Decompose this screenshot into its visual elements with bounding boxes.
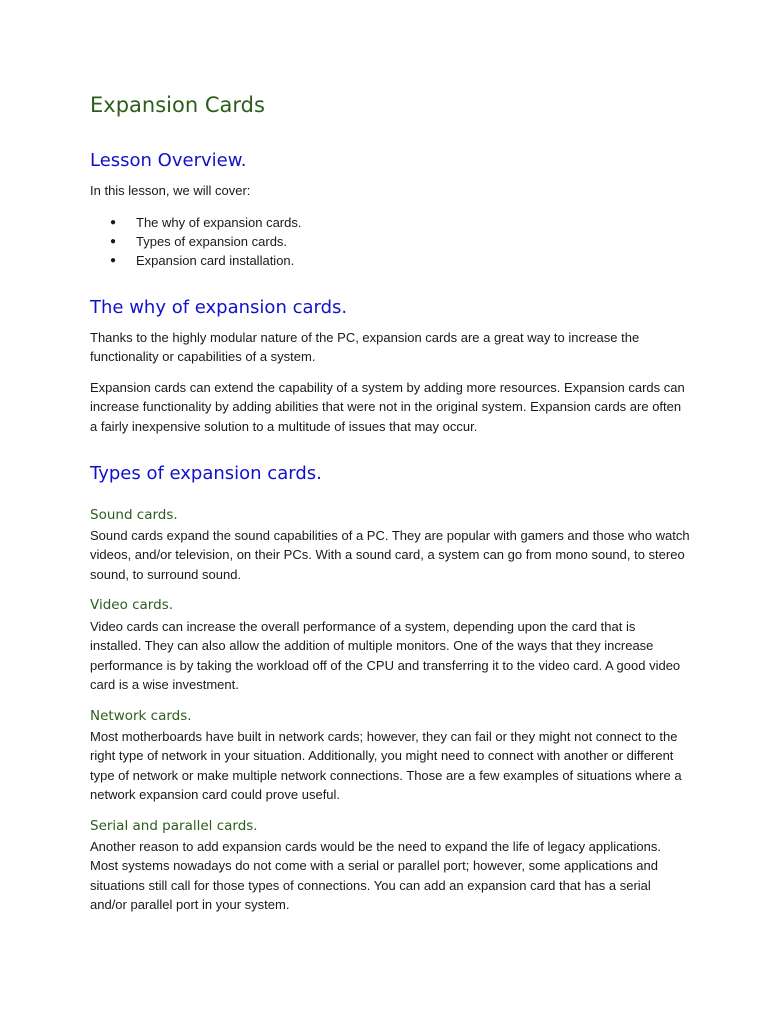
serial-parallel-cards-text: Another reason to add expansion cards would be the need to expand the life of legacy applications. Most systems nowadays do not come with a serial or parallel port; however, some applications and situations still call for those types of connections. You can add an expansion card that has a serial and/or parallel port in your system. <box>90 839 661 912</box>
types-heading: Types of expansion cards. <box>90 463 322 484</box>
list-item: ● Expansion card installation. <box>110 253 295 268</box>
overview-bullet-list <box>110 213 301 270</box>
why-paragraph-2: Expansion cards can extend the capability of a system by adding more resources. Expansion cards can increase functionality by adding abilities that were not in the original system. Expansion cards are often a fairly inexpensive solution to a multitude of issues that may occur. <box>90 380 685 434</box>
overview-intro: In this lesson, we will cover: <box>90 183 251 198</box>
sound-cards-heading: Sound cards. <box>90 507 178 523</box>
why-paragraph-1: Thanks to the highly modular nature of the PC, expansion cards are a great way to increase the functionality or capabilities of a system. <box>90 330 640 365</box>
network-cards-heading: Network cards. <box>90 708 192 724</box>
video-cards-heading: Video cards. <box>90 597 174 613</box>
serial-parallel-cards-heading: Serial and parallel cards. <box>90 818 258 834</box>
bullet-icon: ● <box>110 236 117 247</box>
list-item: ● Types of expansion cards. <box>110 234 288 249</box>
document-title: Expansion Cards <box>90 93 265 117</box>
video-cards-text: Video cards can increase the overall performance of a system, depending upon the card that is installed. They can also allow the addition of multiple monitors. One of the ways that they increase performance is by taking the workload off of the CPU and transferring it to the video card. A good video card is a wise investment. <box>90 619 681 692</box>
bullet-icon: ● <box>110 255 117 266</box>
network-cards-text: Most motherboards have built in network cards; however, they can fail or they might not connect to the right type of network in your situation. Additionally, you might need to connect with another or different type of network or make multiple network connections. Those are a few examples of situations where a network expansion card could prove useful. <box>90 729 682 802</box>
bullet-icon: ● <box>110 217 117 228</box>
why-heading: The why of expansion cards. <box>90 297 348 318</box>
sound-cards-text: Sound cards expand the sound capabilities of a PC. They are popular with gamers and those who watch videos, and/or television, on their PCs. With a sound card, a system can go from mono sound, to stereo sound, to surround sound. <box>90 528 690 582</box>
lesson-overview-heading: Lesson Overview. <box>90 150 247 171</box>
list-item: ● The why of expansion cards. <box>110 215 302 230</box>
